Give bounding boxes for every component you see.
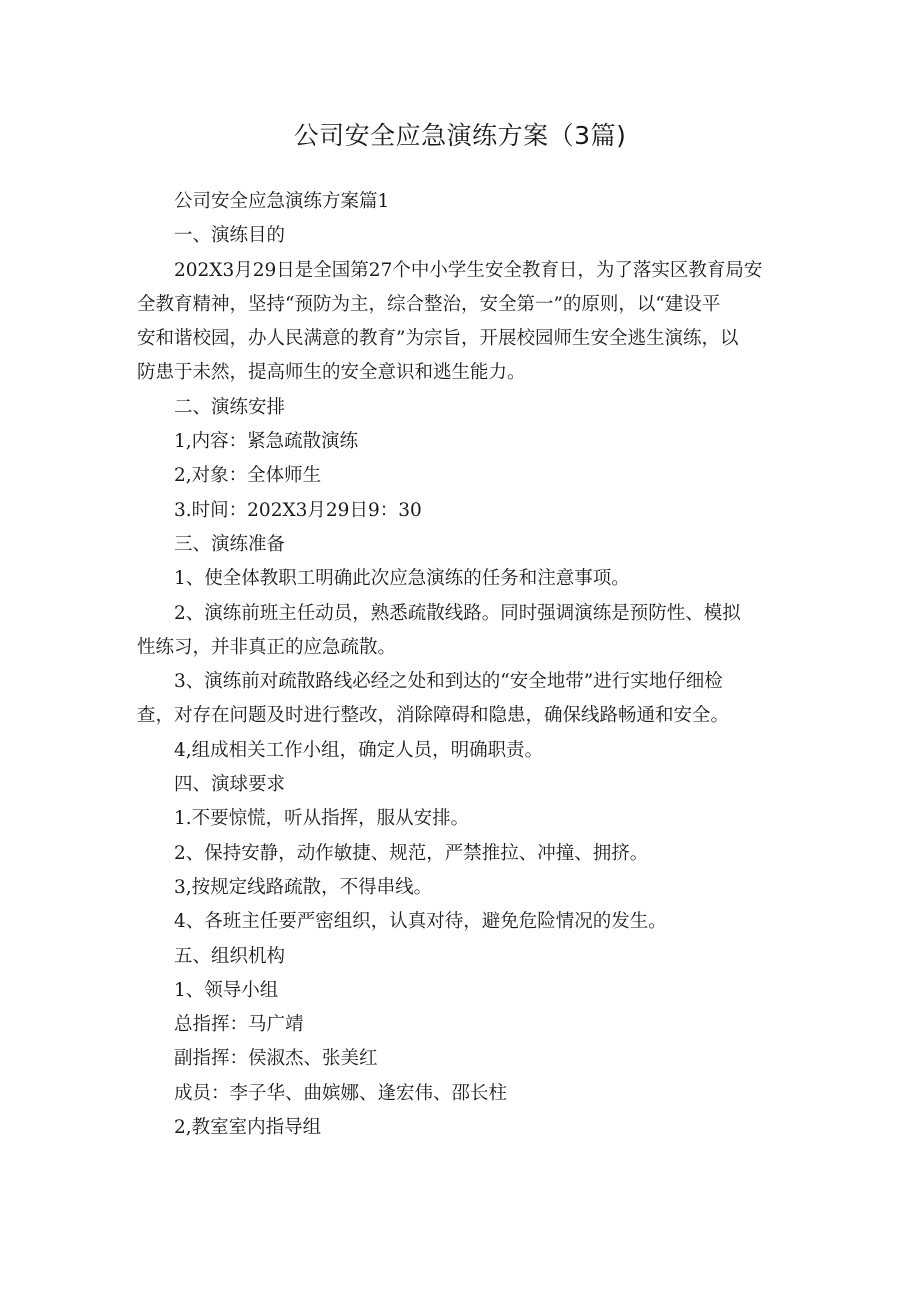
document-title: 公司安全应急演练方案（3篇): [293, 121, 627, 150]
section-heading: 四、演球要求: [174, 774, 286, 796]
list-item: 4、各班主任要严密组织，认真对待，避免危险情况的发生。: [174, 911, 667, 933]
section-heading: 一、演练目的: [174, 225, 286, 247]
section-heading: 五、组织机构: [174, 945, 286, 967]
paragraph-line: 全教育精神，坚持“预防为主，综合整治，安全第一”的原则，以“建设平: [137, 293, 721, 315]
list-item: 4,组成相关工作小组，确定人员，明确职责。: [174, 739, 544, 761]
list-item: 1、使全体教职工明确此次应急演练的任务和注意事项。: [174, 568, 630, 590]
list-item: 1、领导小组: [174, 979, 279, 1001]
member-line: 总指挥：马广靖: [174, 1014, 304, 1036]
section-heading: 公司安全应急演练方案篇1: [174, 191, 390, 212]
paragraph-line: 安和谐校园，办人民满意的教育”为宗旨，开展校园师生安全逃生演练，以: [137, 328, 739, 350]
section-heading: 二、演练安排: [174, 396, 286, 418]
list-item: 2,教室室内指导组: [174, 1117, 322, 1139]
document-body: [137, 190, 787, 1150]
paragraph-line: 性练习，并非真正的应急疏散。: [137, 636, 397, 658]
paragraph-line: 查，对存在问题及时进行整改，消除障碍和隐患，确保线路畅通和安全。: [137, 705, 730, 727]
list-item: 3.时间：202X3月29日9：30: [174, 499, 422, 521]
section-heading: 三、演练准备: [174, 533, 286, 555]
list-item: 2、保持安静，动作敏捷、规范，严禁推拉、冲撞、拥挤。: [174, 842, 649, 864]
list-item: 3、演练前对疏散路线必经之处和到达的“安全地带”进行实地仔细检: [174, 671, 723, 693]
paragraph-line: 防患于未然，提高师生的安全意识和逃生能力。: [137, 362, 526, 384]
list-item: 1,内容：紧急疏散演练: [174, 431, 359, 453]
list-item: 2、演练前班主任动员，熟悉疏散线路。同时强调演练是预防性、模拟: [174, 602, 741, 624]
list-item: 1.不要惊慌，听从指挥，服从安排。: [174, 808, 470, 830]
paragraph-line: 202X3月29日是全国第27个中小学生安全教育日，为了落实区教育局安: [174, 259, 763, 281]
member-line: 副指挥：侯淑杰、张美红: [174, 1048, 378, 1070]
member-line: 成员：李子华、曲嫔娜、逢宏伟、邵长柱: [174, 1082, 508, 1104]
list-item: 2,对象：全体师生: [174, 465, 322, 487]
list-item: 3,按规定线路疏散，不得串线。: [174, 876, 433, 898]
